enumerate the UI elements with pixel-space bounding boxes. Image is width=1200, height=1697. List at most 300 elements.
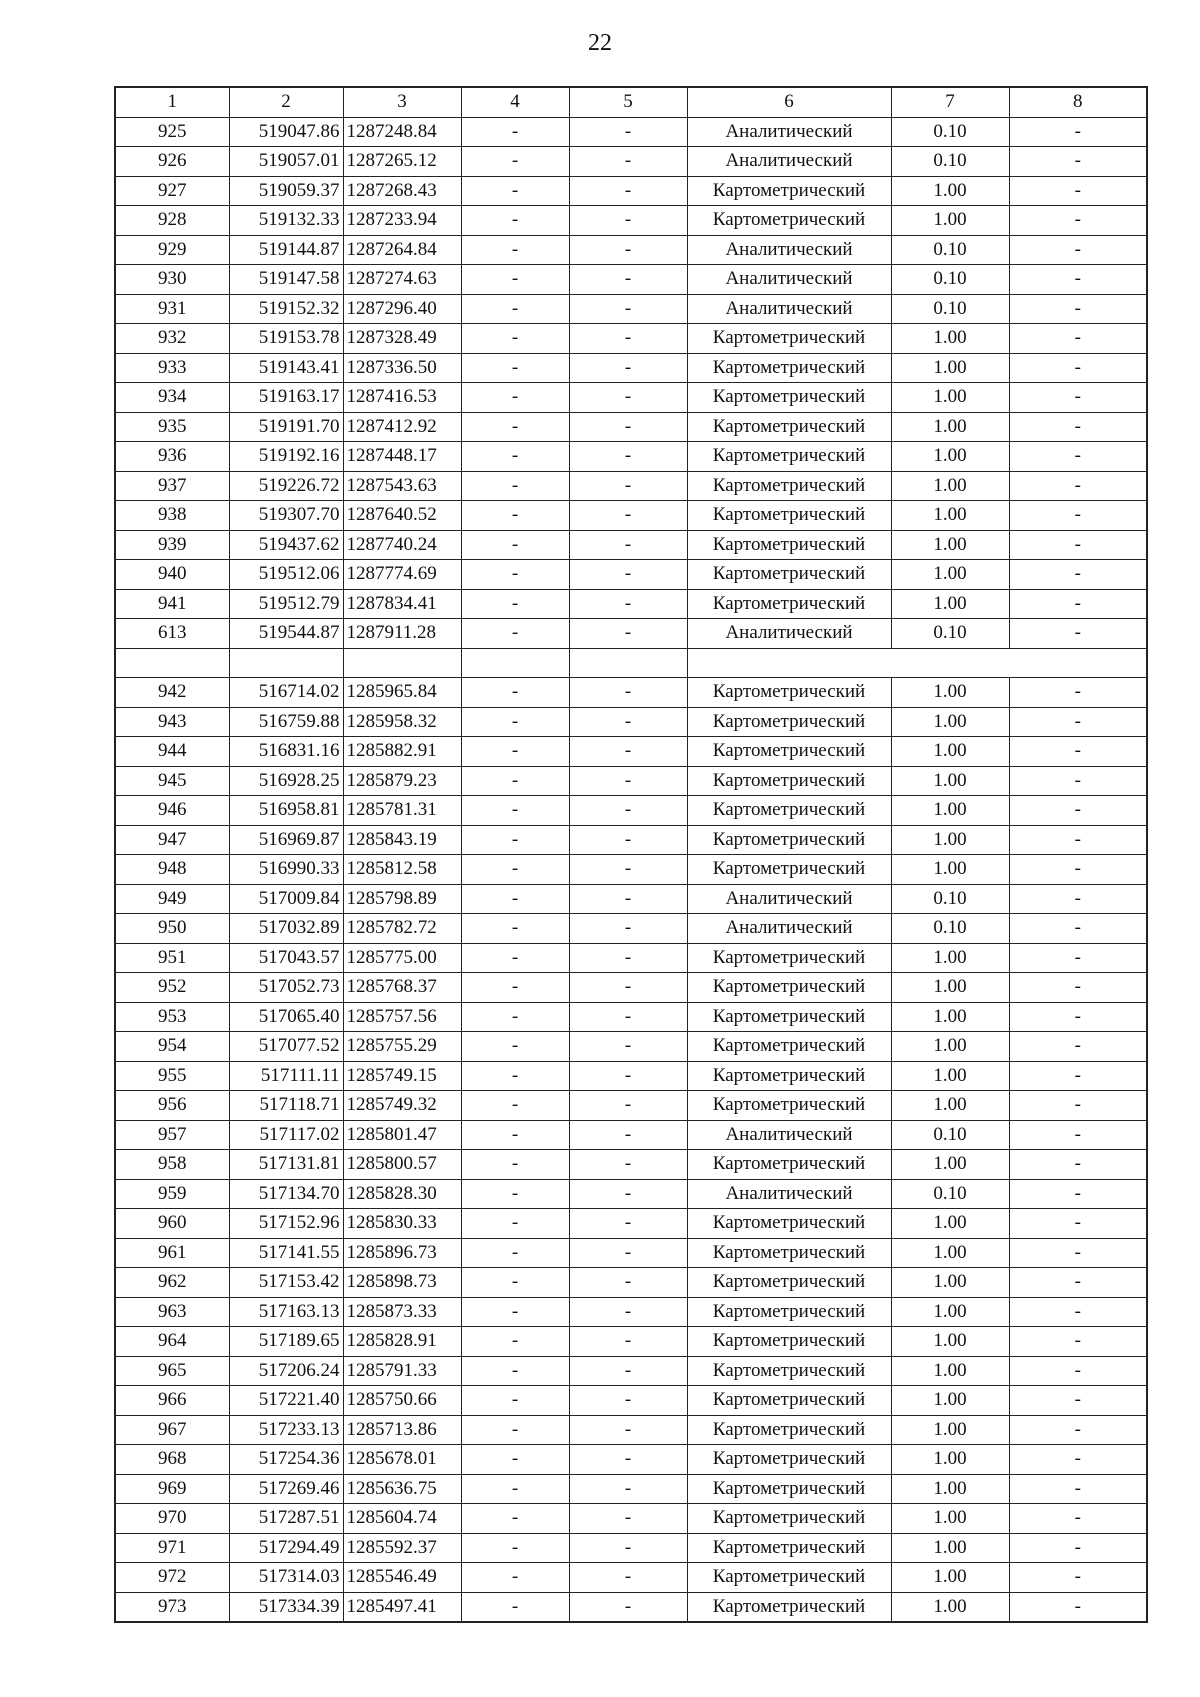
table-row bbox=[115, 678, 1147, 708]
col8-cell: - bbox=[1009, 1445, 1147, 1475]
y-coordinate-cell: 1285791.33 bbox=[343, 1356, 461, 1386]
y-coordinate-cell: 1285896.73 bbox=[343, 1238, 461, 1268]
col5-cell: - bbox=[569, 973, 687, 1003]
col5-cell: - bbox=[569, 737, 687, 767]
accuracy-cell: 1.00 bbox=[891, 1238, 1009, 1268]
col4-cell: - bbox=[461, 619, 569, 649]
table-row bbox=[115, 796, 1147, 826]
col5-cell: - bbox=[569, 589, 687, 619]
table-row bbox=[115, 914, 1147, 944]
y-coordinate-cell: 1285798.89 bbox=[343, 884, 461, 914]
y-coordinate-cell: 1287265.12 bbox=[343, 147, 461, 177]
point-number-cell: 958 bbox=[115, 1150, 229, 1180]
y-coordinate-cell: 1285768.37 bbox=[343, 973, 461, 1003]
y-coordinate-cell: 1285713.86 bbox=[343, 1415, 461, 1445]
point-number-cell: 931 bbox=[115, 294, 229, 324]
point-number-cell: 965 bbox=[115, 1356, 229, 1386]
point-number-cell: 968 bbox=[115, 1445, 229, 1475]
method-cell: Картометрический bbox=[687, 412, 891, 442]
accuracy-cell: 1.00 bbox=[891, 501, 1009, 531]
col5-cell: - bbox=[569, 265, 687, 295]
column-header: 1 bbox=[115, 87, 229, 117]
col4-cell: - bbox=[461, 412, 569, 442]
y-coordinate-cell: 1285749.15 bbox=[343, 1061, 461, 1091]
col5-cell: - bbox=[569, 855, 687, 885]
accuracy-cell: 1.00 bbox=[891, 855, 1009, 885]
table-header-row bbox=[115, 87, 1147, 117]
col4-cell: - bbox=[461, 1445, 569, 1475]
x-coordinate-cell: 517032.89 bbox=[229, 914, 343, 944]
accuracy-cell: 1.00 bbox=[891, 1032, 1009, 1062]
col5-cell: - bbox=[569, 1327, 687, 1357]
col5-cell: - bbox=[569, 383, 687, 413]
empty-cell bbox=[229, 648, 343, 678]
col4-cell: - bbox=[461, 1150, 569, 1180]
col4-cell: - bbox=[461, 796, 569, 826]
col8-cell: - bbox=[1009, 943, 1147, 973]
col8-cell: - bbox=[1009, 1209, 1147, 1239]
col4-cell: - bbox=[461, 1563, 569, 1593]
col5-cell: - bbox=[569, 1150, 687, 1180]
point-number-cell: 942 bbox=[115, 678, 229, 708]
col4-cell: - bbox=[461, 176, 569, 206]
col5-cell: - bbox=[569, 176, 687, 206]
y-coordinate-cell: 1285755.29 bbox=[343, 1032, 461, 1062]
table-row bbox=[115, 855, 1147, 885]
col5-cell: - bbox=[569, 1238, 687, 1268]
accuracy-cell: 1.00 bbox=[891, 943, 1009, 973]
col8-cell: - bbox=[1009, 383, 1147, 413]
accuracy-cell: 1.00 bbox=[891, 973, 1009, 1003]
col8-cell: - bbox=[1009, 855, 1147, 885]
method-cell: Картометрический bbox=[687, 1032, 891, 1062]
x-coordinate-cell: 516928.25 bbox=[229, 766, 343, 796]
col5-cell: - bbox=[569, 324, 687, 354]
col5-cell: - bbox=[569, 1563, 687, 1593]
col4-cell: - bbox=[461, 117, 569, 147]
point-number-cell: 969 bbox=[115, 1474, 229, 1504]
col8-cell: - bbox=[1009, 973, 1147, 1003]
point-number-cell: 950 bbox=[115, 914, 229, 944]
x-coordinate-cell: 519544.87 bbox=[229, 619, 343, 649]
method-cell: Картометрический bbox=[687, 1002, 891, 1032]
x-coordinate-cell: 517233.13 bbox=[229, 1415, 343, 1445]
accuracy-cell: 1.00 bbox=[891, 176, 1009, 206]
y-coordinate-cell: 1285592.37 bbox=[343, 1533, 461, 1563]
col8-cell: - bbox=[1009, 1179, 1147, 1209]
table-row bbox=[115, 825, 1147, 855]
col4-cell: - bbox=[461, 1209, 569, 1239]
y-coordinate-cell: 1285898.73 bbox=[343, 1268, 461, 1298]
point-number-cell: 933 bbox=[115, 353, 229, 383]
y-coordinate-cell: 1287640.52 bbox=[343, 501, 461, 531]
col8-cell: - bbox=[1009, 147, 1147, 177]
y-coordinate-cell: 1287774.69 bbox=[343, 560, 461, 590]
y-coordinate-cell: 1285830.33 bbox=[343, 1209, 461, 1239]
table-row bbox=[115, 1032, 1147, 1062]
y-coordinate-cell: 1285604.74 bbox=[343, 1504, 461, 1534]
y-coordinate-cell: 1285781.31 bbox=[343, 796, 461, 826]
x-coordinate-cell: 519147.58 bbox=[229, 265, 343, 295]
col4-cell: - bbox=[461, 530, 569, 560]
col5-cell: - bbox=[569, 766, 687, 796]
table-row bbox=[115, 1327, 1147, 1357]
accuracy-cell: 1.00 bbox=[891, 1504, 1009, 1534]
table-row bbox=[115, 1533, 1147, 1563]
col5-cell: - bbox=[569, 1120, 687, 1150]
accuracy-cell: 1.00 bbox=[891, 825, 1009, 855]
x-coordinate-cell: 516990.33 bbox=[229, 855, 343, 885]
accuracy-cell: 1.00 bbox=[891, 1061, 1009, 1091]
x-coordinate-cell: 517077.52 bbox=[229, 1032, 343, 1062]
y-coordinate-cell: 1287740.24 bbox=[343, 530, 461, 560]
col5-cell: - bbox=[569, 1415, 687, 1445]
method-cell: Картометрический bbox=[687, 1091, 891, 1121]
col4-cell: - bbox=[461, 943, 569, 973]
col4-cell: - bbox=[461, 1002, 569, 1032]
col4-cell: - bbox=[461, 383, 569, 413]
x-coordinate-cell: 519047.86 bbox=[229, 117, 343, 147]
method-cell: Картометрический bbox=[687, 442, 891, 472]
y-coordinate-cell: 1285801.47 bbox=[343, 1120, 461, 1150]
y-coordinate-cell: 1285882.91 bbox=[343, 737, 461, 767]
accuracy-cell: 1.00 bbox=[891, 1327, 1009, 1357]
col8-cell: - bbox=[1009, 1415, 1147, 1445]
col5-cell: - bbox=[569, 530, 687, 560]
method-cell: Аналитический bbox=[687, 1120, 891, 1150]
method-cell: Картометрический bbox=[687, 1297, 891, 1327]
col5-cell: - bbox=[569, 294, 687, 324]
method-cell: Картометрический bbox=[687, 1268, 891, 1298]
y-coordinate-cell: 1285636.75 bbox=[343, 1474, 461, 1504]
empty-cell bbox=[461, 648, 569, 678]
col8-cell: - bbox=[1009, 1533, 1147, 1563]
col4-cell: - bbox=[461, 1268, 569, 1298]
col5-cell: - bbox=[569, 353, 687, 383]
separator-row bbox=[115, 648, 1147, 678]
accuracy-cell: 1.00 bbox=[891, 589, 1009, 619]
y-coordinate-cell: 1285828.30 bbox=[343, 1179, 461, 1209]
x-coordinate-cell: 519191.70 bbox=[229, 412, 343, 442]
col8-cell: - bbox=[1009, 530, 1147, 560]
col8-cell: - bbox=[1009, 1091, 1147, 1121]
col4-cell: - bbox=[461, 1533, 569, 1563]
col4-cell: - bbox=[461, 1179, 569, 1209]
table-row bbox=[115, 766, 1147, 796]
accuracy-cell: 1.00 bbox=[891, 471, 1009, 501]
method-cell: Картометрический bbox=[687, 1563, 891, 1593]
col4-cell: - bbox=[461, 1297, 569, 1327]
table-row bbox=[115, 1002, 1147, 1032]
table-row bbox=[115, 1091, 1147, 1121]
col4-cell: - bbox=[461, 501, 569, 531]
col8-cell: - bbox=[1009, 707, 1147, 737]
col8-cell: - bbox=[1009, 1356, 1147, 1386]
col5-cell: - bbox=[569, 1091, 687, 1121]
table-row bbox=[115, 265, 1147, 295]
col4-cell: - bbox=[461, 1386, 569, 1416]
point-number-cell: 930 bbox=[115, 265, 229, 295]
method-cell: Картометрический bbox=[687, 973, 891, 1003]
col5-cell: - bbox=[569, 943, 687, 973]
table-row bbox=[115, 589, 1147, 619]
col4-cell: - bbox=[461, 589, 569, 619]
x-coordinate-cell: 519152.32 bbox=[229, 294, 343, 324]
col8-cell: - bbox=[1009, 324, 1147, 354]
accuracy-cell: 0.10 bbox=[891, 914, 1009, 944]
table-row bbox=[115, 117, 1147, 147]
col4-cell: - bbox=[461, 1474, 569, 1504]
accuracy-cell: 1.00 bbox=[891, 442, 1009, 472]
point-number-cell: 929 bbox=[115, 235, 229, 265]
method-cell: Картометрический bbox=[687, 1474, 891, 1504]
x-coordinate-cell: 517065.40 bbox=[229, 1002, 343, 1032]
accuracy-cell: 1.00 bbox=[891, 1268, 1009, 1298]
table-row bbox=[115, 1592, 1147, 1622]
col5-cell: - bbox=[569, 884, 687, 914]
accuracy-cell: 1.00 bbox=[891, 206, 1009, 236]
col4-cell: - bbox=[461, 1061, 569, 1091]
point-number-cell: 957 bbox=[115, 1120, 229, 1150]
table-row bbox=[115, 530, 1147, 560]
accuracy-cell: 1.00 bbox=[891, 1533, 1009, 1563]
table-row bbox=[115, 147, 1147, 177]
method-cell: Картометрический bbox=[687, 796, 891, 826]
col8-cell: - bbox=[1009, 1563, 1147, 1593]
method-cell: Картометрический bbox=[687, 1415, 891, 1445]
point-number-cell: 971 bbox=[115, 1533, 229, 1563]
accuracy-cell: 1.00 bbox=[891, 1150, 1009, 1180]
col4-cell: - bbox=[461, 265, 569, 295]
method-cell: Картометрический bbox=[687, 1209, 891, 1239]
method-cell: Аналитический bbox=[687, 235, 891, 265]
method-cell: Картометрический bbox=[687, 825, 891, 855]
method-cell: Картометрический bbox=[687, 206, 891, 236]
col5-cell: - bbox=[569, 471, 687, 501]
col4-cell: - bbox=[461, 442, 569, 472]
col5-cell: - bbox=[569, 1061, 687, 1091]
x-coordinate-cell: 516958.81 bbox=[229, 796, 343, 826]
col5-cell: - bbox=[569, 1445, 687, 1475]
x-coordinate-cell: 519307.70 bbox=[229, 501, 343, 531]
x-coordinate-cell: 517206.24 bbox=[229, 1356, 343, 1386]
col4-cell: - bbox=[461, 1356, 569, 1386]
x-coordinate-cell: 517153.42 bbox=[229, 1268, 343, 1298]
col4-cell: - bbox=[461, 1504, 569, 1534]
col8-cell: - bbox=[1009, 825, 1147, 855]
col5-cell: - bbox=[569, 147, 687, 177]
col8-cell: - bbox=[1009, 1297, 1147, 1327]
point-number-cell: 937 bbox=[115, 471, 229, 501]
col8-cell: - bbox=[1009, 176, 1147, 206]
x-coordinate-cell: 519153.78 bbox=[229, 324, 343, 354]
point-number-cell: 945 bbox=[115, 766, 229, 796]
point-number-cell: 963 bbox=[115, 1297, 229, 1327]
method-cell: Аналитический bbox=[687, 1179, 891, 1209]
y-coordinate-cell: 1287248.84 bbox=[343, 117, 461, 147]
col5-cell: - bbox=[569, 914, 687, 944]
empty-cell bbox=[687, 648, 1147, 678]
method-cell: Картометрический bbox=[687, 855, 891, 885]
accuracy-cell: 1.00 bbox=[891, 1297, 1009, 1327]
col4-cell: - bbox=[461, 766, 569, 796]
accuracy-cell: 1.00 bbox=[891, 1002, 1009, 1032]
table-row bbox=[115, 1563, 1147, 1593]
table-row bbox=[115, 1150, 1147, 1180]
table-row bbox=[115, 176, 1147, 206]
y-coordinate-cell: 1285749.32 bbox=[343, 1091, 461, 1121]
point-number-cell: 944 bbox=[115, 737, 229, 767]
x-coordinate-cell: 517009.84 bbox=[229, 884, 343, 914]
table-row bbox=[115, 884, 1147, 914]
col8-cell: - bbox=[1009, 914, 1147, 944]
col8-cell: - bbox=[1009, 796, 1147, 826]
y-coordinate-cell: 1285750.66 bbox=[343, 1386, 461, 1416]
y-coordinate-cell: 1287412.92 bbox=[343, 412, 461, 442]
x-coordinate-cell: 519192.16 bbox=[229, 442, 343, 472]
col4-cell: - bbox=[461, 560, 569, 590]
table-row bbox=[115, 1061, 1147, 1091]
x-coordinate-cell: 516714.02 bbox=[229, 678, 343, 708]
col8-cell: - bbox=[1009, 206, 1147, 236]
col8-cell: - bbox=[1009, 265, 1147, 295]
method-cell: Картометрический bbox=[687, 560, 891, 590]
col4-cell: - bbox=[461, 353, 569, 383]
col4-cell: - bbox=[461, 206, 569, 236]
x-coordinate-cell: 516969.87 bbox=[229, 825, 343, 855]
y-coordinate-cell: 1287264.84 bbox=[343, 235, 461, 265]
method-cell: Картометрический bbox=[687, 1533, 891, 1563]
col4-cell: - bbox=[461, 737, 569, 767]
col4-cell: - bbox=[461, 1592, 569, 1622]
y-coordinate-cell: 1285812.58 bbox=[343, 855, 461, 885]
y-coordinate-cell: 1285873.33 bbox=[343, 1297, 461, 1327]
method-cell: Картометрический bbox=[687, 471, 891, 501]
col5-cell: - bbox=[569, 825, 687, 855]
accuracy-cell: 1.00 bbox=[891, 324, 1009, 354]
x-coordinate-cell: 517189.65 bbox=[229, 1327, 343, 1357]
method-cell: Картометрический bbox=[687, 678, 891, 708]
col4-cell: - bbox=[461, 914, 569, 944]
column-header: 8 bbox=[1009, 87, 1147, 117]
x-coordinate-cell: 519144.87 bbox=[229, 235, 343, 265]
table-row bbox=[115, 412, 1147, 442]
table-row bbox=[115, 1474, 1147, 1504]
y-coordinate-cell: 1285958.32 bbox=[343, 707, 461, 737]
method-cell: Картометрический bbox=[687, 589, 891, 619]
point-number-cell: 972 bbox=[115, 1563, 229, 1593]
table-row bbox=[115, 1209, 1147, 1239]
x-coordinate-cell: 517294.49 bbox=[229, 1533, 343, 1563]
col5-cell: - bbox=[569, 442, 687, 472]
accuracy-cell: 0.10 bbox=[891, 117, 1009, 147]
col5-cell: - bbox=[569, 412, 687, 442]
col4-cell: - bbox=[461, 294, 569, 324]
method-cell: Картометрический bbox=[687, 1504, 891, 1534]
col8-cell: - bbox=[1009, 737, 1147, 767]
accuracy-cell: 1.00 bbox=[891, 530, 1009, 560]
col8-cell: - bbox=[1009, 1504, 1147, 1534]
point-number-cell: 967 bbox=[115, 1415, 229, 1445]
table-row bbox=[115, 1504, 1147, 1534]
y-coordinate-cell: 1285782.72 bbox=[343, 914, 461, 944]
method-cell: Картометрический bbox=[687, 1445, 891, 1475]
table-row bbox=[115, 471, 1147, 501]
point-number-cell: 936 bbox=[115, 442, 229, 472]
y-coordinate-cell: 1287296.40 bbox=[343, 294, 461, 324]
method-cell: Картометрический bbox=[687, 530, 891, 560]
col8-cell: - bbox=[1009, 589, 1147, 619]
y-coordinate-cell: 1287543.63 bbox=[343, 471, 461, 501]
method-cell: Аналитический bbox=[687, 294, 891, 324]
y-coordinate-cell: 1287336.50 bbox=[343, 353, 461, 383]
method-cell: Картометрический bbox=[687, 1386, 891, 1416]
col4-cell: - bbox=[461, 1120, 569, 1150]
col8-cell: - bbox=[1009, 1327, 1147, 1357]
accuracy-cell: 1.00 bbox=[891, 383, 1009, 413]
x-coordinate-cell: 517043.57 bbox=[229, 943, 343, 973]
point-number-cell: 926 bbox=[115, 147, 229, 177]
method-cell: Аналитический bbox=[687, 117, 891, 147]
y-coordinate-cell: 1285879.23 bbox=[343, 766, 461, 796]
table-row bbox=[115, 206, 1147, 236]
table-row bbox=[115, 1238, 1147, 1268]
column-header: 2 bbox=[229, 87, 343, 117]
accuracy-cell: 0.10 bbox=[891, 147, 1009, 177]
x-coordinate-cell: 517152.96 bbox=[229, 1209, 343, 1239]
y-coordinate-cell: 1287448.17 bbox=[343, 442, 461, 472]
table-row bbox=[115, 501, 1147, 531]
method-cell: Картометрический bbox=[687, 766, 891, 796]
col5-cell: - bbox=[569, 117, 687, 147]
col5-cell: - bbox=[569, 678, 687, 708]
accuracy-cell: 0.10 bbox=[891, 884, 1009, 914]
point-number-cell: 940 bbox=[115, 560, 229, 590]
col4-cell: - bbox=[461, 235, 569, 265]
accuracy-cell: 1.00 bbox=[891, 560, 1009, 590]
accuracy-cell: 1.00 bbox=[891, 1474, 1009, 1504]
table-row bbox=[115, 235, 1147, 265]
accuracy-cell: 1.00 bbox=[891, 1356, 1009, 1386]
table-row bbox=[115, 1297, 1147, 1327]
method-cell: Картометрический bbox=[687, 707, 891, 737]
col8-cell: - bbox=[1009, 294, 1147, 324]
table-row bbox=[115, 707, 1147, 737]
table-row bbox=[115, 1415, 1147, 1445]
x-coordinate-cell: 517287.51 bbox=[229, 1504, 343, 1534]
y-coordinate-cell: 1287834.41 bbox=[343, 589, 461, 619]
table-separator bbox=[115, 648, 1147, 678]
point-number-cell: 928 bbox=[115, 206, 229, 236]
point-number-cell: 951 bbox=[115, 943, 229, 973]
col5-cell: - bbox=[569, 1533, 687, 1563]
empty-cell bbox=[343, 648, 461, 678]
table-row bbox=[115, 1179, 1147, 1209]
table-row bbox=[115, 383, 1147, 413]
point-number-cell: 970 bbox=[115, 1504, 229, 1534]
column-header: 5 bbox=[569, 87, 687, 117]
point-number-cell: 954 bbox=[115, 1032, 229, 1062]
col8-cell: - bbox=[1009, 560, 1147, 590]
method-cell: Картометрический bbox=[687, 1327, 891, 1357]
y-coordinate-cell: 1287274.63 bbox=[343, 265, 461, 295]
col5-cell: - bbox=[569, 206, 687, 236]
point-number-cell: 935 bbox=[115, 412, 229, 442]
col5-cell: - bbox=[569, 1474, 687, 1504]
point-number-cell: 949 bbox=[115, 884, 229, 914]
table-row bbox=[115, 1356, 1147, 1386]
col8-cell: - bbox=[1009, 678, 1147, 708]
